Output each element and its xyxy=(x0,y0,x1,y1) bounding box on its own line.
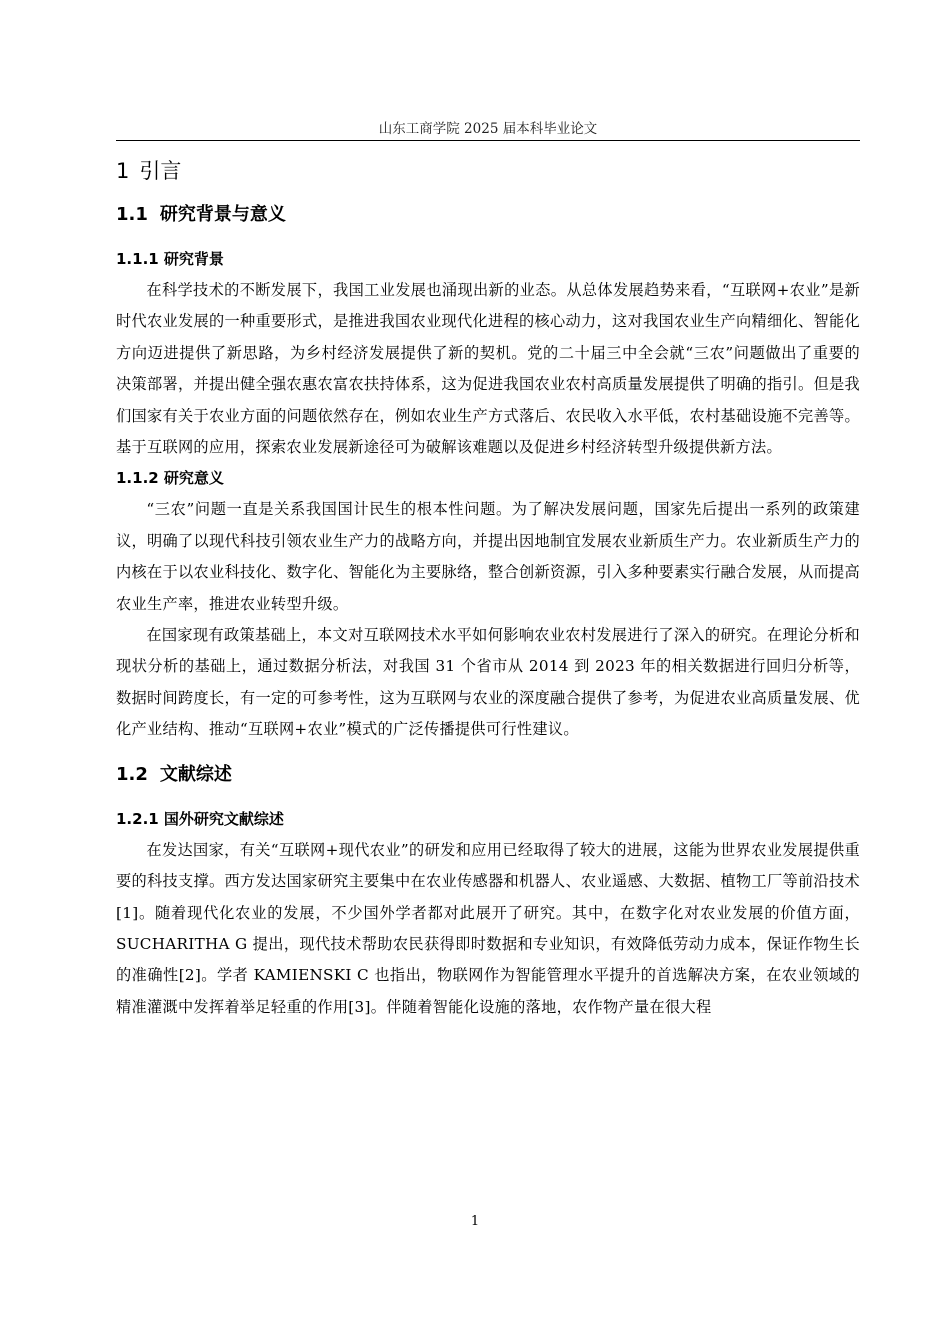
chapter-title: 引言 xyxy=(139,159,182,183)
section-heading xyxy=(116,200,860,230)
header-rule xyxy=(116,140,860,141)
body-paragraph: 在国家现有政策基础上，本文对互联网技术水平如何影响农业农村发展进行了深入的研究。在理论分析和现状分析的基础上，通过数据分析法，对我国 31 个省市从 2014 到 2023 年的相关数据进行回归分析等，数据时间跨度长，有一定的可参考性，这为互联网与农业的深度融合提供了参考，为促进农业高质量发展、优化产业结构、推动“互联网+农业”模式的广泛传播提供可行性建议。 xyxy=(116,626,860,739)
section-heading xyxy=(116,760,860,790)
chapter-heading xyxy=(116,154,860,188)
body-paragraph: 在科学技术的不断发展下，我国工业发展也涌现出新的业态。从总体发展趋势来看，“互联网+农业”是新时代农业发展的一种重要形式，是推进我国农业现代化进程的核心动力，这对我国农业生产向精细化、智能化方向迈进提供了新思路，为乡村经济发展提供了新的契机。党的二十届三中全会就“三农”问题做出了重要的决策部署，并提出健全强农惠农富农扶持体系，这为促进我国农业农村高质量发展提供了明确的指引。但是我们国家有关于农业方面的问题依然存在，例如农业生产方式落后、农民收入水平低，农村基础设施不完善等。基于互联网的应用，探索农业发展新途径可为破解该难题以及促进乡村经济转型升级提供新方法。 xyxy=(116,281,860,457)
subsection-heading: 1.1.1 研究背景 xyxy=(116,250,224,268)
subsection-heading: 1.2.1 国外研究文献综述 xyxy=(116,809,284,828)
subsection-heading: 1.1.2 研究意义 xyxy=(116,469,224,488)
body-paragraph: 在发达国家，有关“互联网+现代农业”的研发和应用已经取得了较大的进展，这能为世界农业发展提供重要的科技支撑。西方发达国家研究主要集中在农业传感器和机器人、农业遥感、大数据、植物工厂等前沿技术[1]。随着现代化农业的发展，不少国外学者都对此展开了研究。其中，在数字化对农业发展的价值方面，SUCHARITHA G 提出，现代技术帮助农民获得即时数据和专业知识，有效降低劳动力成本，保证作物生长的准确性[2]。学者 KAMIENSKI C 也指出，物联网作为智能管理水平提升的首选解决方案，在农业领域的精准灌溉中发挥着举足轻重的作用[3]。伴随着智能化设施的落地，农作物产量在很大程 xyxy=(116,840,860,1016)
running-header: 山东工商学院 2025 届本科毕业论文 xyxy=(378,121,598,137)
page-number: 1 xyxy=(470,1214,480,1229)
chapter-number: 1 xyxy=(116,159,130,183)
section-number: 1.2 xyxy=(116,763,148,785)
section-number: 1.1 xyxy=(116,204,148,225)
section-title: 研究背景与意义 xyxy=(159,204,286,225)
body-paragraph: “三农”问题一直是关系我国国计民生的根本性问题。为了解决发展问题，国家先后提出一系列的政策建议，明确了以现代科技引领农业生产力的战略方向，并提出因地制宜发展农业新质生产力。农业新质生产力的内核在于以农业科技化、数字化、智能化为主要脉络，整合创新资源，引入多种要素实行融合发展，从而提高农业生产率，推进农业转型升级。 xyxy=(116,500,860,613)
section-title: 文献综述 xyxy=(159,763,232,785)
page-content xyxy=(116,154,860,1023)
